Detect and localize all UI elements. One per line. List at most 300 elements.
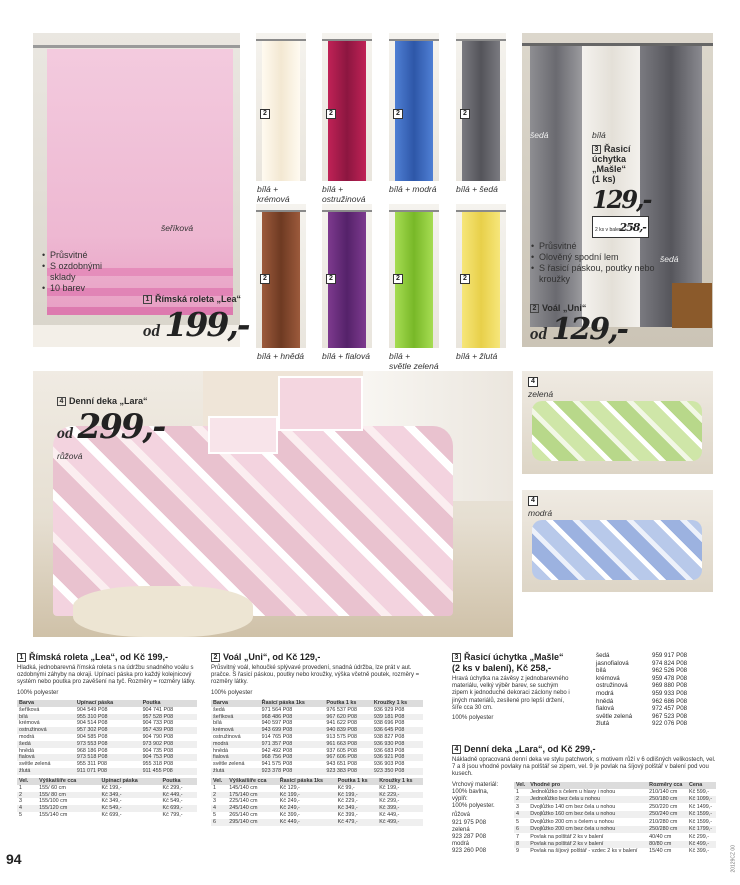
table-cell: 4: [211, 805, 227, 812]
material-line: Vrchový materiál:: [452, 781, 499, 788]
table-row: [17, 741, 197, 748]
table-cell: Kč 549,-: [162, 798, 183, 805]
table-cell: Kč 229,-: [337, 798, 358, 805]
table-cell: 155/120 cm: [37, 805, 99, 812]
table-cell: Kč 1599,-: [689, 818, 713, 825]
roleta-sizes-table: [17, 778, 197, 819]
table-cell: 4: [17, 805, 37, 812]
code-number: 962 686 P08: [652, 697, 688, 705]
table-cell: 904 549 P08: [76, 706, 108, 713]
table-header-cell: Vel.: [211, 778, 227, 785]
table-cell: 265/140 cm: [229, 811, 258, 818]
voal-price-value: 129,-: [551, 312, 627, 347]
table-cell: ostružinová: [17, 727, 75, 734]
table-cell: Kč 399,-: [279, 811, 300, 818]
code-number: 967 523 P08: [652, 712, 688, 720]
table-cell: Kč 1099,-: [687, 796, 716, 803]
table-cell: 967 606 P08: [324, 754, 371, 761]
code-row: [596, 705, 716, 713]
table-header-cell: Barva: [211, 700, 260, 707]
table-cell: 250/240 cm: [647, 811, 687, 818]
table-cell: Kč 499,-: [687, 841, 716, 848]
table-cell: 250/220 cm: [649, 803, 678, 810]
table-header-cell: Vhodné pro: [528, 782, 647, 789]
table-cell: 936 645 P08: [372, 727, 423, 734]
voal-bullet: • Průsvitné: [530, 241, 660, 252]
table-cell: 968 186 P08: [76, 747, 108, 754]
color-code: 923 287 P08: [452, 834, 487, 841]
table-cell: 3: [516, 803, 519, 810]
table-cell: 904 753 P08: [141, 754, 197, 761]
table-cell: Kč 699,-: [101, 811, 122, 818]
deka-blue-photo: [522, 490, 713, 592]
table-row: [17, 727, 197, 734]
table-row: [211, 748, 423, 755]
deka-green-photo: [522, 371, 713, 474]
col-title-text: Denní deka „Lara“, od Kč 299,-: [464, 744, 596, 754]
table-cell: 923 350 P08: [372, 768, 423, 775]
voal-sizes-table: [211, 778, 423, 826]
table-cell: 937 605 P08: [326, 747, 357, 754]
table-cell: ostružinová: [213, 734, 241, 740]
table-cell: 5: [19, 811, 22, 818]
table-row: [211, 707, 423, 714]
color-name: modrá: [452, 841, 470, 848]
code-row: [596, 720, 716, 728]
table-cell: žlutá: [17, 768, 75, 775]
deka-main-photo: [33, 371, 513, 637]
table-cell: 40/40 cm: [649, 833, 672, 840]
curtain-badge: 2: [460, 274, 470, 284]
table-cell: Jednolůžko bez čela u nohou: [528, 796, 647, 803]
table-cell: 904 514 P08: [76, 720, 108, 727]
table-cell: 175/140 cm: [227, 792, 277, 799]
table-row: [514, 848, 716, 856]
table-header-cell: Poutka: [141, 700, 197, 707]
col-num: 3: [452, 653, 461, 662]
table-cell: 940 597 P08: [261, 720, 293, 727]
table-cell: 967 620 P08: [324, 714, 371, 721]
table-cell: 155/ 60 cm: [39, 784, 66, 791]
table-row: [211, 792, 423, 799]
table-cell: Kč 229,-: [377, 792, 423, 799]
rug: [73, 586, 253, 637]
voal-bullet: • Olověný spodní lem: [530, 252, 660, 263]
table-cell: Kč 399,-: [689, 848, 710, 855]
table-cell: 2: [211, 792, 227, 799]
table-row: [211, 714, 423, 721]
curtain-caption: [322, 184, 365, 204]
table-cell: 911 071 P08: [75, 768, 141, 775]
curtain-panel: [389, 204, 439, 348]
table-cell: 210/280 cm: [649, 818, 678, 825]
table-cell: 7: [516, 833, 519, 840]
table-row: [514, 818, 716, 825]
table-cell: bílá: [213, 720, 222, 727]
voal-price: [530, 312, 627, 347]
code-color: krémová: [596, 674, 620, 682]
table-header-cell: Řasicí páska 1ks: [260, 700, 325, 707]
col-voal-desc: Průsvitný voál, lehoučké splývavé provedení, snadná údržba, lze prát v aut. pračce. S řasicí páskou, poutky nebo kroužky, výška včetně poutek, rozměry = rozměry látky.: [211, 665, 420, 686]
table-cell: Kč 299,-: [379, 798, 400, 805]
code-number: 969 880 P08: [652, 682, 688, 690]
deka-label-text: Denní deka „Lara“: [69, 396, 148, 406]
voal-bullet: • S řasicí páskou, poutky nebo kroužky: [530, 263, 660, 285]
table-row: [17, 761, 197, 768]
table-cell: fialová: [17, 754, 75, 761]
table-cell: 957 439 P08: [141, 727, 197, 734]
table-cell: 936 683 P08: [373, 747, 405, 754]
tie-codes: [596, 652, 716, 728]
code-row: [596, 675, 716, 683]
caption-line: bílá + modrá: [389, 184, 437, 194]
table-cell: 904 790 P08: [142, 734, 174, 740]
table-cell: 6: [211, 819, 227, 826]
table-cell: modrá: [19, 734, 35, 740]
table-cell: 250/180 cm: [647, 796, 687, 803]
table-cell: 957 528 P08: [141, 714, 197, 721]
table-cell: 943 699 P08: [260, 727, 325, 734]
roleta-price-value: 199,-: [164, 305, 249, 344]
code-color: modrá: [596, 689, 614, 697]
tie-badge: 3: [592, 145, 601, 154]
table-cell: 938 696 P08: [373, 720, 405, 727]
deka-price: [57, 407, 164, 447]
caption-line: bílá + šedá: [456, 184, 498, 194]
code-color: žlutá: [596, 720, 610, 728]
col-deka-desc: Nákladně opracovaná denní deka ve stylu patchwork, s motivem růží v 6 odlišných velikostech, vel. 7 a 8 jsou vhodné povlaky na polštář se zipem, vel. 9 je povlak na šíjový polštář v balení pod vou kusech.: [452, 757, 716, 778]
table-row: [514, 833, 716, 840]
table-row: [17, 812, 197, 819]
table-row: [17, 785, 197, 792]
table-cell: 2: [514, 796, 528, 803]
table-cell: světle zelená: [19, 761, 51, 768]
table-cell: 942 492 P08: [261, 747, 293, 754]
col-tie: [452, 652, 572, 725]
table-cell: šedá: [213, 706, 225, 713]
table-cell: Kč 449,-: [161, 792, 197, 799]
curtain-rod: [33, 45, 240, 48]
table-cell: Dvojlůžko 200 cm s čelem u nohou: [530, 818, 614, 825]
table-row: [211, 819, 423, 826]
table-header-cell: Řasicí páska 1ks: [278, 778, 336, 785]
table-cell: Dvojlůžko 140 cm bez čela u nohou: [530, 803, 616, 810]
curtain-panel: [256, 33, 306, 181]
tie-label-line: (1 ks): [592, 174, 616, 185]
table-row: [211, 761, 423, 768]
col-num: 2: [211, 653, 220, 662]
code-row: [596, 652, 716, 660]
table-header-cell: Poutka 1 ks: [324, 700, 371, 707]
col-tie-material: 100% polyester: [452, 715, 494, 722]
table-cell: šeříková: [19, 706, 40, 713]
code-row: [596, 667, 716, 675]
table-header-cell: Cena: [687, 782, 716, 789]
tie-price: 129,-: [592, 185, 651, 214]
deka-caption: růžová: [57, 451, 83, 461]
table-cell: Kč 199,-: [278, 792, 336, 799]
caption-line: bílá +: [389, 351, 411, 361]
curtain-badge: 2: [326, 109, 336, 119]
table-header-cell: Upínací páska: [100, 778, 161, 785]
table-cell: Kč 399,-: [377, 805, 423, 812]
deka-blue-caption: modrá: [528, 508, 553, 518]
table-row: [211, 805, 423, 812]
table-cell: 955 310 P08: [75, 714, 141, 721]
col-voal-material: 100% polyester: [211, 689, 253, 696]
col-deka-title: [452, 744, 716, 755]
table-row: [211, 734, 423, 741]
deka-blue-badge: 4: [528, 496, 538, 506]
table-cell: 4: [514, 811, 528, 818]
material-line: výplň:: [452, 796, 468, 803]
table-cell: 904 733 P08: [142, 720, 174, 727]
tie-pack: [592, 216, 649, 238]
table-cell: 968 486 P08: [260, 714, 325, 721]
table-cell: 5: [516, 818, 519, 825]
table-cell: 15/40 cm: [649, 848, 672, 855]
table-row: [211, 741, 423, 748]
col-roleta-material: 100% polyester: [17, 689, 59, 696]
caption-line: bílá + žlutá: [456, 351, 498, 361]
table-cell: 155/140 cm: [39, 811, 68, 818]
voal-caption-bila: bílá: [592, 130, 606, 140]
side-code: 20129CZ 00: [731, 845, 737, 873]
curtain-caption: [257, 351, 304, 361]
table-cell: 904 585 P08: [76, 734, 108, 740]
material-line: 100% bavlna,: [452, 788, 489, 795]
roleta-bullet: • Průsvitné: [41, 250, 121, 261]
table-row: [211, 798, 423, 805]
table-row: [17, 707, 197, 714]
table-cell: bílá: [17, 714, 75, 721]
table-cell: 940 839 P08: [324, 727, 371, 734]
table-cell: 155/100 cm: [39, 798, 68, 805]
table-cell: světle zelená: [213, 761, 245, 768]
table-cell: 941 575 P08: [261, 761, 293, 768]
caption-line: bílá +: [322, 184, 344, 194]
table-cell: žlutá: [211, 768, 260, 775]
table-cell: Kč 499,-: [377, 819, 423, 826]
curtain-panel: [456, 33, 506, 181]
col-voal: [211, 652, 423, 826]
table-row: [514, 789, 716, 796]
caption-line: světle zelená: [389, 361, 439, 371]
table-header-cell: Poutka: [161, 778, 197, 785]
color-name: růžová: [452, 812, 471, 819]
roleta-photo: [33, 33, 249, 347]
deka-od: od: [57, 425, 73, 442]
table-cell: Kč 349,-: [100, 792, 161, 799]
table-cell: Kč 349,-: [101, 798, 122, 805]
material-line: 100% polyester.: [452, 803, 495, 810]
table-cell: Povlak na polštář 2 ks v balení: [530, 833, 604, 840]
table-cell: Kč 129,-: [279, 784, 300, 791]
table-cell: Kč 199,-: [336, 792, 378, 799]
code-color: ostružinová: [596, 682, 628, 690]
code-color: šedá: [596, 652, 610, 659]
table-cell: hnědá: [213, 747, 228, 754]
table-cell: Kč 1499,-: [689, 803, 713, 810]
col-roleta-desc: Hladká, jednobarevná římská roleta s na údržbu snadného voálu s ozdobnými záhyby na okraji. Upínací páska pro každý kolejnicový systém nebo poutka pro zavěšení na tyč. Rozměry = rozměry látky.: [17, 665, 196, 686]
table-cell: 295/140 cm: [227, 819, 277, 826]
caption-line: krémová: [257, 194, 290, 204]
table-cell: 80/80 cm: [647, 841, 687, 848]
curtain-caption: [456, 184, 498, 194]
roleta-codes-table: [17, 700, 197, 775]
table-cell: fialová: [211, 754, 260, 761]
table-header-cell: Výška/šíře cca: [227, 778, 277, 785]
table-cell: šeříková: [211, 714, 260, 721]
code-color: jasnofialová: [596, 659, 629, 667]
table-row: [17, 754, 197, 761]
table-row: [211, 812, 423, 819]
table-cell: 2: [17, 792, 37, 799]
color-code: 923 260 P08: [452, 848, 487, 855]
code-number: 959 933 P08: [652, 689, 688, 697]
table-cell: 923 378 P08: [260, 768, 325, 775]
table-cell: Kč 479,-: [336, 819, 378, 826]
side-table: [672, 283, 712, 328]
table-cell: 923 383 P08: [324, 768, 371, 775]
table-cell: 973 902 P08: [141, 741, 197, 748]
code-number: 959 478 P08: [652, 674, 688, 682]
voal-bullets: [530, 241, 660, 285]
voal-caption-seda2: šedá: [660, 254, 679, 264]
table-cell: krémová: [19, 720, 40, 727]
curtain-badge: 2: [326, 274, 336, 284]
caption-line: bílá +: [257, 184, 279, 194]
table-cell: 210/140 cm: [649, 788, 678, 795]
code-row: [596, 660, 716, 668]
table-cell: 145/140 cm: [229, 784, 258, 791]
table-cell: 976 537 P08: [326, 706, 357, 713]
table-cell: 250/280 cm: [647, 826, 687, 833]
table-cell: Kč 349,-: [336, 805, 378, 812]
table-cell: 904 741 P08: [142, 706, 174, 713]
table-cell: Kč 199,-: [379, 784, 400, 791]
table-row: [211, 720, 423, 727]
table-cell: 9: [516, 848, 519, 855]
table-cell: šedá: [17, 741, 75, 748]
table-cell: 961 663 P08: [324, 741, 371, 748]
code-number: 972 457 P08: [652, 705, 688, 713]
table-cell: 971 357 P08: [260, 741, 325, 748]
table-cell: 936 921 P08: [372, 754, 423, 761]
col-tie-title: [452, 652, 572, 674]
deka-sizes-table: [514, 782, 716, 856]
voal-caption-seda: šedá: [530, 130, 549, 140]
deka-material: [452, 782, 508, 856]
table-cell: Kč 1799,-: [687, 826, 716, 833]
code-number: 974 824 P08: [652, 659, 688, 667]
curtain-caption: [389, 351, 439, 371]
voal-badge: 2: [530, 304, 539, 313]
roleta-label-text: Římská roleta „Lea“: [155, 294, 242, 304]
caption-line: bílá + hnědá: [257, 351, 305, 361]
table-header-cell: Barva: [17, 700, 75, 707]
table-row: [211, 768, 423, 775]
caption-line: ostružinová: [322, 194, 366, 204]
col-roleta-title: [17, 652, 197, 663]
page-number: 94: [6, 851, 22, 867]
curtain-badge: 2: [393, 109, 403, 119]
table-cell: 1: [213, 784, 216, 791]
table-cell: 1: [19, 784, 22, 791]
curtain-badge: 2: [393, 274, 403, 284]
pillow: [208, 416, 278, 454]
tie-pack-text: 2 ks v balení: [595, 227, 624, 233]
col-num: 4: [452, 745, 461, 754]
table-cell: 973 553 P08: [75, 741, 141, 748]
voal-od: od: [530, 324, 547, 343]
table-cell: 936 930 P08: [372, 741, 423, 748]
table-row: [211, 785, 423, 792]
table-row: [514, 796, 716, 803]
roleta-price: [143, 305, 249, 344]
code-color: světle zelená: [596, 712, 633, 720]
deka-green-badge: 4: [528, 377, 538, 387]
table-cell: Kč 799,-: [162, 811, 183, 818]
col-tie-desc: Hravá úchytka na závěsy z jednobarevného materiálu, velký výběr barev, se suchým zipem k jednoduché dekoraci záclony nebo i jiných materiálů, zesílené pro lepší držení, šíře cca 30 cm.: [452, 676, 570, 711]
table-header-cell: Kroužky 1 ks: [377, 778, 423, 785]
code-row: [596, 713, 716, 721]
curtain-badge: 2: [260, 274, 270, 284]
deka-color-codes: [452, 812, 508, 855]
bedspread: [532, 520, 702, 580]
table-cell: Dvojlůžko 160 cm bez čela u nohou: [528, 811, 647, 818]
curtain-panel: [456, 204, 506, 348]
table-row: [514, 803, 716, 810]
table-row: [17, 734, 197, 741]
table-row: [211, 727, 423, 734]
voal-codes-table: [211, 700, 423, 775]
table-row: [17, 748, 197, 755]
col-title-text: (2 ks v balení), Kč 258,-: [452, 663, 552, 673]
table-cell: 938 827 P08: [373, 734, 405, 740]
table-row: [17, 714, 197, 721]
tie-label-line: úchytka: [592, 154, 627, 165]
table-cell: 6: [514, 826, 528, 833]
table-cell: 943 651 P08: [326, 761, 357, 768]
deka-badge: 4: [57, 397, 66, 406]
table-cell: 904 735 P08: [142, 747, 174, 754]
table-cell: Kč 99,-: [337, 784, 355, 791]
table-cell: Jednolůžko s čelem u hlavy i nohou: [530, 788, 616, 795]
code-color: hnědá: [596, 697, 614, 705]
table-cell: hnědá: [19, 747, 34, 754]
curtain-badge: 2: [260, 109, 270, 119]
table-cell: 3: [213, 798, 216, 805]
bedspread: [532, 401, 702, 461]
roleta-bullet: • 10 barev: [41, 283, 121, 294]
table-header-cell: Vel.: [17, 778, 37, 785]
col-roleta: [17, 652, 197, 819]
table-header-cell: Upínací páska: [75, 700, 141, 707]
col-title-text: Řasicí úchytka „Mašle“: [464, 652, 564, 662]
table-cell: 957 302 P08: [75, 727, 141, 734]
table-row: [17, 792, 197, 799]
caption-line: bílá + fialová: [322, 351, 370, 361]
table-cell: Kč 449,-: [278, 819, 336, 826]
table-cell: Kč 299,-: [689, 833, 710, 840]
curtain-panel: [256, 204, 306, 348]
table-cell: 955 311 P08: [76, 761, 108, 768]
color-name: zelená: [452, 826, 470, 833]
tie-label-line: Řasicí: [604, 144, 631, 154]
roleta-bullet: • S ozdobnými sklady: [41, 261, 121, 283]
table-cell: Dvojlůžko 200 cm bez čela u nohou: [528, 826, 647, 833]
